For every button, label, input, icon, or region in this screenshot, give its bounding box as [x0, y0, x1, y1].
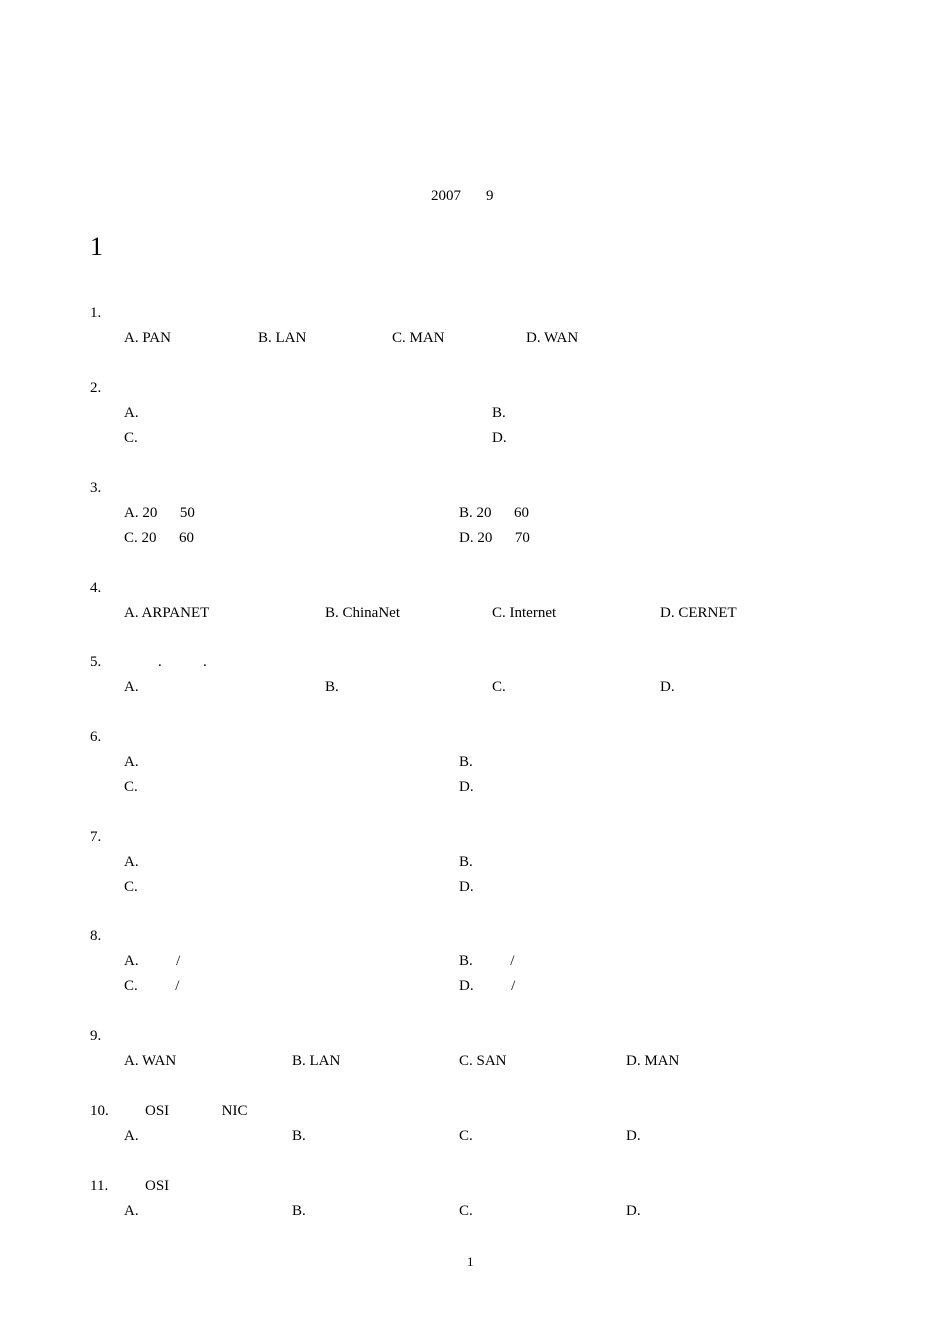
- question-option: A. /: [124, 953, 181, 969]
- question-number: 1.: [90, 305, 102, 321]
- question-number: 5.: [90, 654, 102, 670]
- question-option: C. SAN: [459, 1053, 507, 1069]
- question-option: B.: [492, 405, 506, 421]
- question-option: D. /: [459, 978, 516, 994]
- question-option: B.: [292, 1128, 306, 1144]
- question-number: 4.: [90, 580, 102, 596]
- question-option: C.: [124, 879, 138, 895]
- question-option: D. 20 70: [459, 530, 530, 546]
- question-option: B.: [459, 754, 473, 770]
- question-option: B. ChinaNet: [325, 605, 400, 621]
- question-option: A.: [124, 679, 139, 695]
- question-option: D.: [492, 430, 507, 446]
- question-option: D.: [626, 1128, 641, 1144]
- question-option: A. PAN: [124, 330, 171, 346]
- document-date: [431, 187, 494, 205]
- question-option: D. CERNET: [660, 605, 737, 621]
- question-option: C.: [459, 1128, 473, 1144]
- chapter-number: 1: [90, 232, 103, 261]
- question-option: A.: [124, 405, 139, 421]
- date-month: 9: [486, 188, 494, 204]
- question-option: B. LAN: [258, 330, 307, 346]
- question-option: D.: [459, 879, 474, 895]
- question-number: 9.: [90, 1028, 102, 1044]
- question-number: 8.: [90, 928, 102, 944]
- question-option: A.: [124, 754, 139, 770]
- question-option: C. /: [124, 978, 180, 994]
- question-number: 11.: [90, 1178, 109, 1194]
- question-option: A. 20 50: [124, 505, 195, 521]
- question-option: B.: [459, 854, 473, 870]
- question-stem-text: OSI NIC: [145, 1103, 248, 1119]
- question-option: A. ARPANET: [124, 605, 210, 621]
- question-option: D.: [626, 1203, 641, 1219]
- question-number: 2.: [90, 380, 102, 396]
- question-option: C. MAN: [392, 330, 445, 346]
- question-option: C.: [124, 430, 138, 446]
- question-option: B.: [325, 679, 339, 695]
- question-option: A. WAN: [124, 1053, 177, 1069]
- question-option: D. WAN: [526, 330, 579, 346]
- question-option: B.: [292, 1203, 306, 1219]
- question-option: C. 20 60: [124, 530, 195, 546]
- question-option: A.: [124, 1203, 139, 1219]
- question-option: D.: [459, 779, 474, 795]
- question-number: 7.: [90, 829, 102, 845]
- question-option: B. /: [459, 953, 515, 969]
- question-option: C.: [459, 1203, 473, 1219]
- date-year: 2007: [431, 188, 461, 204]
- question-option: A.: [124, 1128, 139, 1144]
- question-option: A.: [124, 854, 139, 870]
- question-stem-text: . .: [158, 654, 207, 670]
- question-option: C. Internet: [492, 605, 557, 621]
- question-number: 6.: [90, 729, 102, 745]
- question-number: 10.: [90, 1103, 109, 1119]
- question-option: C.: [492, 679, 506, 695]
- page-number: 1: [467, 1254, 474, 1269]
- question-option: D.: [660, 679, 675, 695]
- question-option: C.: [124, 779, 138, 795]
- question-option: B. 20 60: [459, 505, 530, 521]
- question-option: D. MAN: [626, 1053, 680, 1069]
- question-stem-text: OSI: [145, 1178, 170, 1194]
- question-number: 3.: [90, 480, 102, 496]
- question-option: B. LAN: [292, 1053, 341, 1069]
